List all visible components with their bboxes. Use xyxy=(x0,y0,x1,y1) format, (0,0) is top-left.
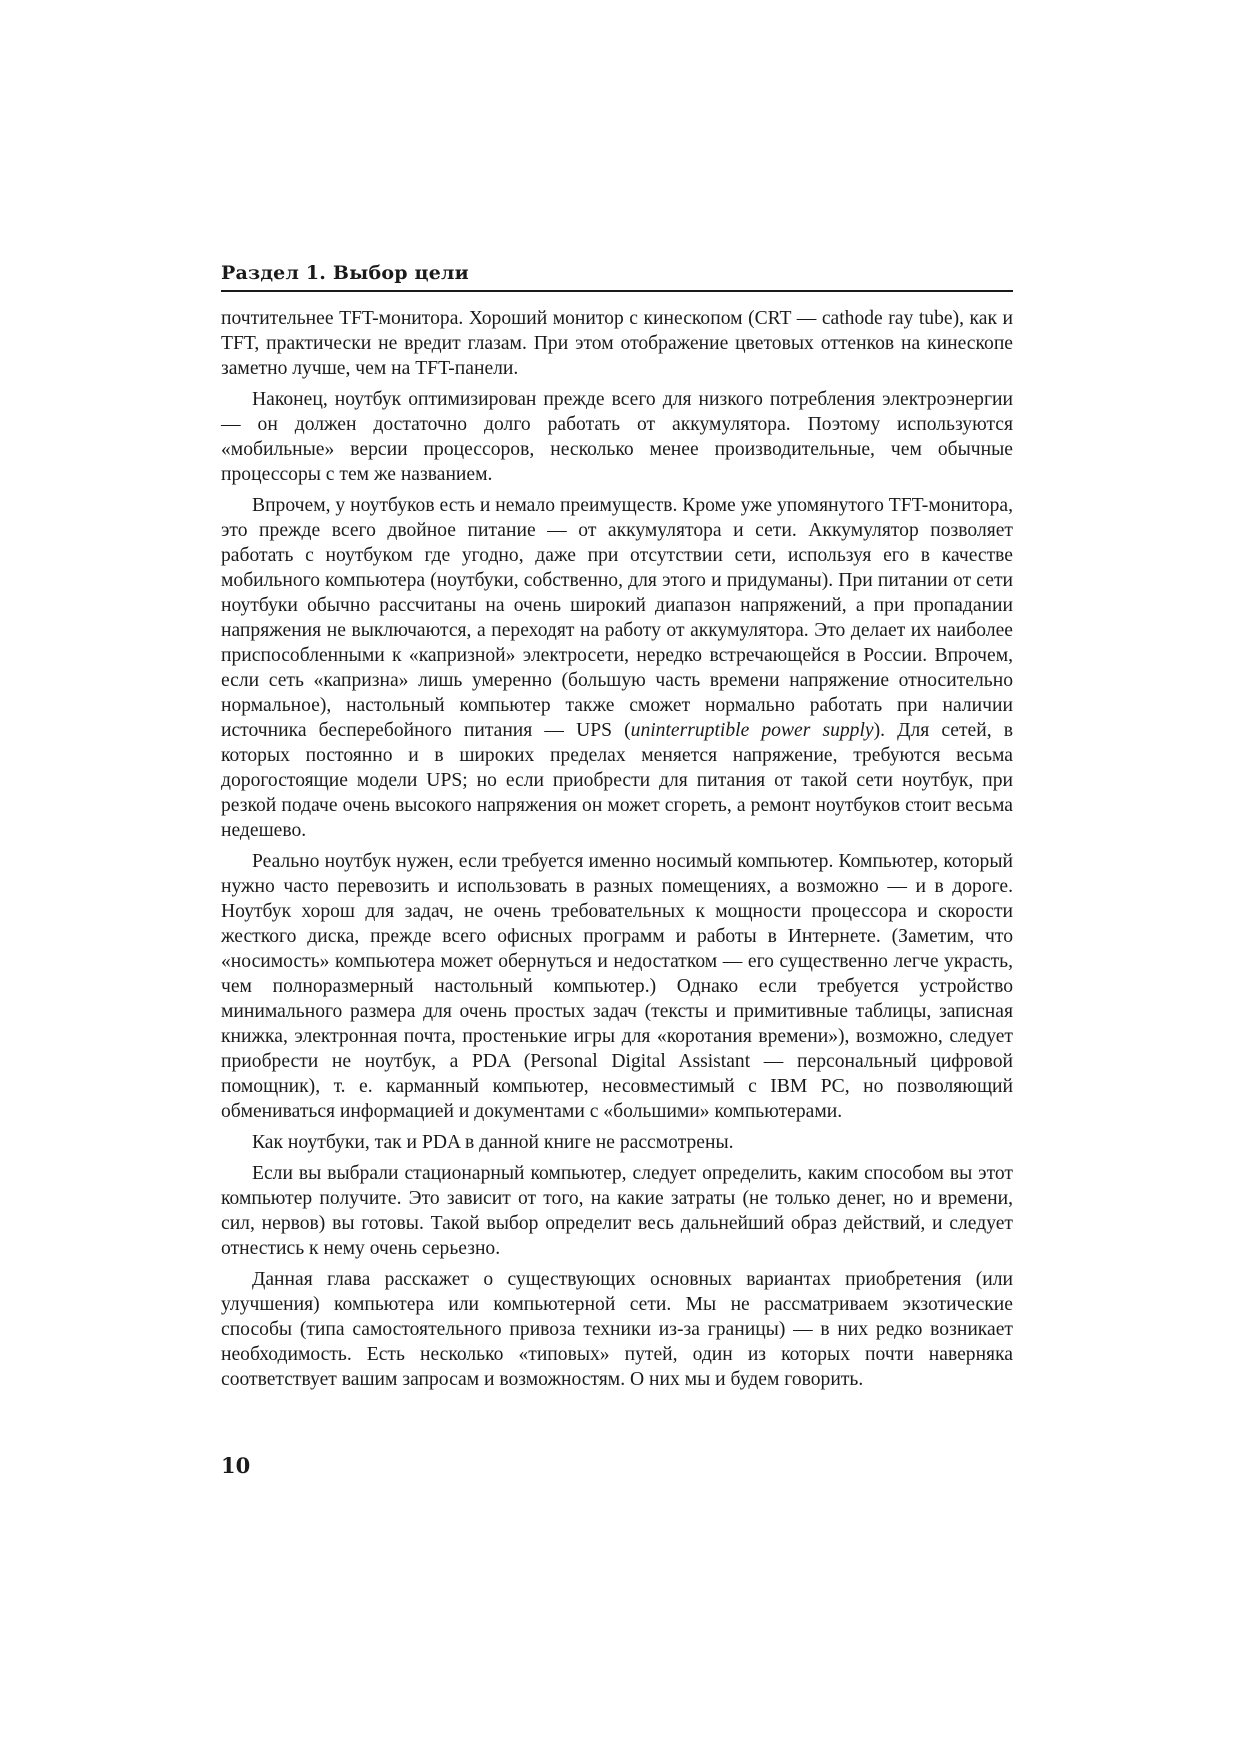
paragraph-2: Наконец, ноутбук оптимизирован прежде всего для низкого потребления электроэнергии — он должен достаточно долго работать от аккумулятора. Поэтому используются «мобильные» версии процессоров, несколько менее производительные, чем обычные процессоры с тем же названием. xyxy=(221,389,1013,485)
body-text xyxy=(221,306,1013,1392)
paragraph-3 xyxy=(221,493,1013,843)
paragraph-4: Реально ноутбук нужен, если требуется именно носимый компьютер. Компьютер, который нужно часто перевозить и использовать в разных помещениях, а возможно — и в дороге. Ноутбук хорош для задач, не очень требовательных к мощности процессора и скорости жесткого диска, прежде всего офисных программ и работы в Интернете. (Заметим, что «носимость» компьютера может обернуться и недостатком — его существенно легче украсть, чем полноразмерный настольный компьютер.) Однако если требуется устройство минимального размера для очень простых задач (тексты и примитивные таблицы, записная книжка, электронная почта, простенькие игры для «коротания времени»), возможно, следует приобрести не ноутбук, а PDA (Personal Digital Assistant — персональный цифровой помощник), т. е. карманный компьютер, несовместимый с IBM PC, но позволяющий обмениваться информацией и документами с «большими» компьютерами. xyxy=(221,851,1013,1122)
page-number: 10 xyxy=(221,1453,251,1478)
page-content xyxy=(221,262,1013,1392)
running-head: Раздел 1. Выбор цели xyxy=(221,262,1013,292)
paragraph-7: Данная глава расскажет о существующих основных вариантах приобретения (или улучшения) компьютера или компьютерной сети. Мы не рассматриваем экзотические способы (типа самостоятельного привоза техники из-за границы) — в них редко возникает необходимость. Есть несколько «типовых» путей, один из которых почти наверняка соответствует вашим запросам и возможностям. О них мы и будем говорить. xyxy=(221,1269,1013,1390)
paragraph-6: Если вы выбрали стационарный компьютер, следует определить, каким способом вы этот компьютер получите. Это зависит от того, на какие затраты (не только денег, но и времени, сил, нервов) вы готовы. Такой выбор определит весь дальнейший образ действий, и следует отнестись к нему очень серьезно. xyxy=(221,1163,1013,1259)
paragraph-3-text-end: ). Для сетей, в которых постоянно и в широких пределах меняется напряжение, требуются весьма дорогостоящие модели UPS; но если приобрести для питания от такой сети ноутбук, при резкой подаче очень высокого напряжения он может сгореть, а ремонт ноутбуков стоит весьма недешево. xyxy=(221,720,1013,841)
paragraph-1: почтительнее TFT-монитора. Хороший монитор с кинескопом (CRT — cathode ray tube), как и TFT, практически не вредит глазам. При этом отображение цветовых оттенков на кинескопе заметно лучше, чем на TFT-панели. xyxy=(221,308,1013,379)
paragraph-3-italic-term: uninterruptible power supply xyxy=(630,720,874,741)
paragraph-3-text-start: Впрочем, у ноутбуков есть и немало преимуществ. Кроме уже упомянутого TFT-монитора, это прежде всего двойное питание — от аккумулятора и сети. Аккумулятор позволяет работать с ноутбуком где угодно, даже при отсутствии сети, используя его в качестве мобильного компьютера (ноутбуки, собственно, для этого и придуманы). При питании от сети ноутбуки обычно рассчитаны на очень широкий диапазон напряжений, а при пропадании напряжения не выключаются, а переходят на работу от аккумулятора. Это делает их наиболее приспособленными к «капризной» электросети, нередко встречающейся в России. Впрочем, если сеть «капризна» лишь умеренно (большую часть времени напряжение относительно нормальное), настольный компьютер также сможет нормально работать при наличии источника бесперебойного питания — UPS ( xyxy=(221,495,1013,741)
paragraph-5: Как ноутбуки, так и PDA в данной книге не рассмотрены. xyxy=(252,1132,734,1153)
